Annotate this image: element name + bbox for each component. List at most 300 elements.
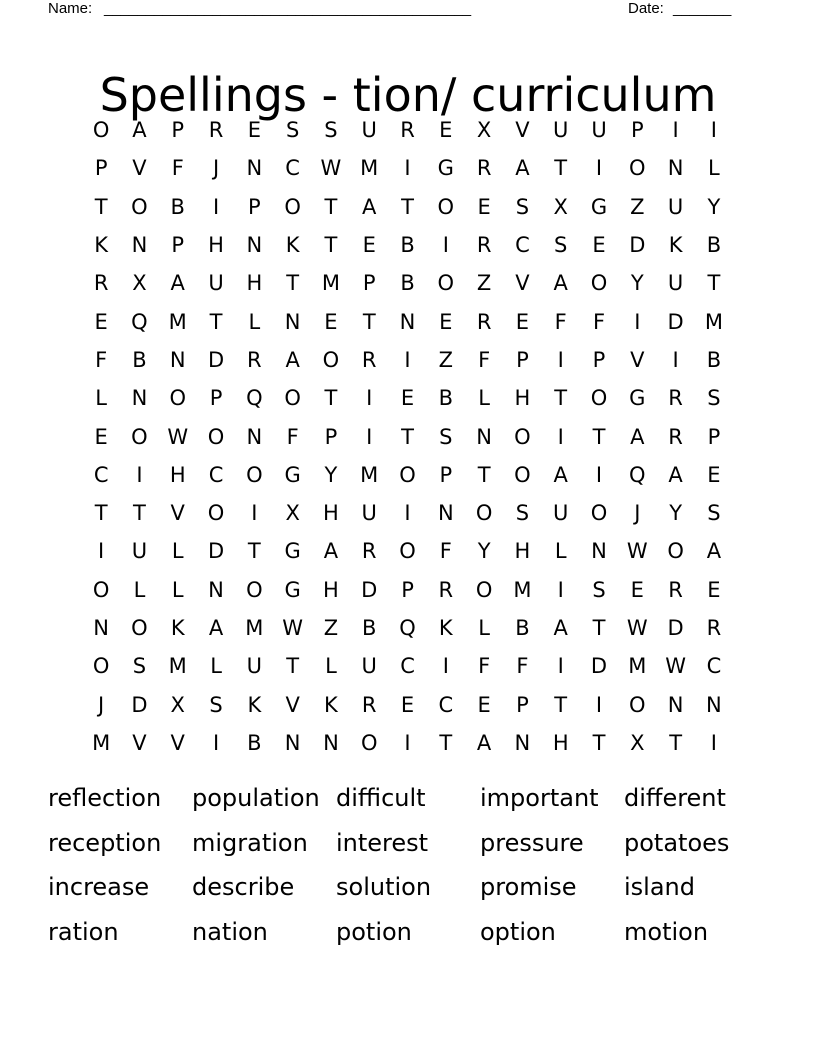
- grid-letter[interactable]: S: [707, 386, 721, 411]
- grid-letter[interactable]: H: [552, 730, 569, 755]
- grid-letter[interactable]: Y: [630, 271, 644, 296]
- grid-letter[interactable]: U: [208, 271, 224, 296]
- grid-letter[interactable]: M: [168, 309, 187, 334]
- grid-letter[interactable]: N: [284, 730, 301, 755]
- grid-letter[interactable]: F: [478, 654, 491, 679]
- grid-letter[interactable]: O: [207, 424, 225, 449]
- grid-letter[interactable]: S: [515, 194, 530, 219]
- grid-letter[interactable]: K: [94, 233, 109, 258]
- grid-letter[interactable]: L: [95, 386, 107, 411]
- grid-letter[interactable]: E: [400, 386, 415, 411]
- grid-letter[interactable]: O: [590, 271, 608, 296]
- grid-letter[interactable]: M: [321, 271, 340, 296]
- grid-letter[interactable]: X: [553, 194, 568, 219]
- grid-letter[interactable]: P: [592, 347, 606, 372]
- grid-letter[interactable]: A: [706, 539, 722, 564]
- grid-letter[interactable]: X: [170, 692, 185, 717]
- grid-letter[interactable]: I: [634, 309, 641, 334]
- grid-letter[interactable]: T: [439, 730, 453, 755]
- grid-letter[interactable]: V: [515, 118, 530, 143]
- grid-letter[interactable]: C: [706, 654, 722, 679]
- grid-letter[interactable]: M: [628, 654, 647, 679]
- grid-letter[interactable]: R: [438, 577, 454, 602]
- grid-letter[interactable]: N: [284, 309, 301, 334]
- grid-letter[interactable]: S: [439, 424, 453, 449]
- grid-letter[interactable]: D: [667, 309, 684, 334]
- grid-letter[interactable]: N: [131, 233, 148, 258]
- grid-letter[interactable]: T: [286, 271, 300, 296]
- grid-letter[interactable]: P: [248, 194, 261, 219]
- grid-letter[interactable]: G: [284, 577, 301, 602]
- word-list-item: increase: [48, 873, 150, 902]
- grid-letter[interactable]: S: [324, 118, 338, 143]
- grid-letter[interactable]: R: [668, 386, 683, 411]
- grid-letter[interactable]: O: [131, 616, 148, 640]
- grid-letter[interactable]: B: [400, 233, 415, 258]
- grid-letter[interactable]: A: [668, 462, 683, 487]
- grid-letter[interactable]: V: [170, 501, 185, 526]
- grid-letter[interactable]: N: [93, 616, 109, 640]
- grid-letter[interactable]: O: [629, 156, 646, 181]
- grid-letter[interactable]: I: [595, 692, 603, 717]
- grid-letter[interactable]: N: [208, 577, 224, 602]
- grid-letter[interactable]: B: [515, 616, 530, 640]
- grid-letter[interactable]: P: [209, 386, 223, 411]
- grid-letter[interactable]: E: [94, 309, 108, 334]
- grid-letter[interactable]: V: [515, 271, 530, 296]
- grid-letter[interactable]: U: [361, 654, 377, 679]
- grid-letter[interactable]: R: [400, 118, 415, 143]
- grid-letter[interactable]: G: [437, 156, 454, 181]
- grid-letter[interactable]: N: [246, 424, 263, 449]
- grid-letter[interactable]: W: [282, 616, 304, 640]
- grid-letter[interactable]: Z: [630, 194, 645, 219]
- grid-letter[interactable]: I: [404, 156, 411, 181]
- grid-letter[interactable]: H: [169, 462, 186, 487]
- grid-letter[interactable]: P: [94, 156, 108, 181]
- grid-letter[interactable]: I: [557, 347, 564, 372]
- grid-letter[interactable]: U: [553, 501, 569, 526]
- grid-letter[interactable]: R: [361, 347, 377, 372]
- grid-letter[interactable]: N: [667, 156, 684, 181]
- grid-letter[interactable]: T: [209, 309, 223, 334]
- grid-letter[interactable]: O: [169, 386, 186, 411]
- grid-letter[interactable]: M: [513, 577, 532, 602]
- grid-letter[interactable]: T: [477, 462, 491, 487]
- letter-grid: [82, 111, 733, 762]
- grid-letter[interactable]: P: [630, 118, 644, 143]
- grid-letter[interactable]: A: [323, 539, 339, 564]
- grid-letter[interactable]: C: [285, 156, 300, 181]
- grid-letter[interactable]: D: [590, 654, 608, 679]
- grid-letter[interactable]: G: [284, 462, 301, 487]
- grid-letter[interactable]: P: [439, 462, 453, 487]
- grid-letter[interactable]: X: [285, 501, 300, 526]
- grid-letter[interactable]: K: [438, 616, 453, 640]
- grid-letter[interactable]: N: [131, 386, 148, 411]
- grid-letter[interactable]: O: [437, 271, 455, 296]
- word-list: [48, 778, 768, 957]
- grid-letter[interactable]: T: [592, 424, 606, 449]
- grid-letter[interactable]: O: [514, 462, 531, 487]
- grid-letter[interactable]: E: [400, 692, 415, 717]
- grid-letter[interactable]: R: [476, 156, 492, 181]
- grid-letter[interactable]: N: [399, 309, 416, 334]
- grid-letter[interactable]: E: [477, 194, 491, 219]
- grid-letter[interactable]: H: [323, 501, 339, 526]
- grid-letter[interactable]: A: [362, 194, 377, 219]
- grid-letter[interactable]: A: [132, 118, 147, 143]
- grid-letter[interactable]: A: [170, 271, 185, 296]
- grid-letter[interactable]: P: [171, 118, 185, 143]
- grid-letter[interactable]: T: [592, 730, 606, 755]
- grid-letter[interactable]: T: [707, 271, 721, 296]
- grid-letter[interactable]: H: [323, 577, 339, 602]
- grid-letter[interactable]: O: [284, 194, 301, 219]
- grid-letter[interactable]: C: [93, 462, 109, 487]
- grid-letter[interactable]: M: [168, 654, 187, 679]
- grid-letter[interactable]: N: [323, 730, 339, 755]
- grid-letter[interactable]: T: [324, 386, 338, 411]
- grid-letter[interactable]: A: [515, 156, 530, 181]
- word-list-item: promise: [480, 873, 577, 902]
- grid-letter[interactable]: B: [132, 347, 147, 372]
- grid-letter[interactable]: Q: [629, 462, 646, 487]
- grid-letter[interactable]: H: [514, 539, 531, 564]
- grid-letter[interactable]: K: [324, 692, 338, 717]
- grid-letter[interactable]: S: [592, 577, 606, 602]
- grid-letter[interactable]: U: [553, 118, 569, 143]
- grid-letter[interactable]: K: [285, 233, 300, 258]
- grid-letter[interactable]: A: [208, 616, 224, 640]
- word-list-item: different: [624, 784, 726, 812]
- grid-letter[interactable]: P: [362, 271, 376, 296]
- grid-letter[interactable]: L: [133, 577, 146, 602]
- grid-letter[interactable]: I: [212, 194, 220, 219]
- grid-letter[interactable]: C: [208, 462, 224, 487]
- grid-letter[interactable]: E: [707, 577, 721, 602]
- grid-letter[interactable]: M: [360, 462, 379, 487]
- grid-letter[interactable]: B: [438, 386, 454, 411]
- grid-letter[interactable]: W: [167, 424, 189, 449]
- grid-letter[interactable]: N: [476, 424, 492, 449]
- grid-letter[interactable]: W: [320, 156, 342, 181]
- grid-letter[interactable]: R: [361, 692, 377, 717]
- grid-letter[interactable]: R: [706, 616, 722, 640]
- grid-letter[interactable]: O: [399, 539, 416, 564]
- grid-letter[interactable]: G: [590, 194, 608, 219]
- grid-letter[interactable]: C: [515, 233, 530, 258]
- name-field[interactable]: ____________________________________________: [104, 0, 472, 17]
- grid-letter[interactable]: D: [207, 347, 225, 372]
- grid-letter[interactable]: I: [595, 156, 603, 181]
- grid-letter[interactable]: D: [629, 233, 646, 258]
- grid-letter[interactable]: I: [366, 424, 373, 449]
- grid-letter[interactable]: D: [131, 692, 148, 717]
- grid-letter[interactable]: Z: [438, 347, 454, 372]
- grid-letter[interactable]: O: [475, 501, 493, 526]
- grid-letter[interactable]: E: [439, 309, 453, 334]
- grid-letter[interactable]: J: [634, 501, 641, 526]
- grid-letter[interactable]: T: [401, 424, 414, 449]
- grid-letter[interactable]: Q: [399, 616, 416, 640]
- grid-letter[interactable]: Y: [669, 501, 683, 526]
- grid-letter[interactable]: A: [553, 271, 568, 296]
- grid-letter[interactable]: I: [710, 730, 717, 755]
- word-list-item: difficult: [336, 784, 426, 812]
- grid-letter[interactable]: U: [591, 118, 607, 143]
- grid-letter[interactable]: N: [591, 539, 607, 564]
- grid-letter[interactable]: O: [590, 501, 608, 526]
- grid-letter[interactable]: U: [667, 271, 684, 296]
- grid-letter[interactable]: X: [476, 118, 492, 143]
- grid-letter[interactable]: P: [324, 424, 338, 449]
- grid-letter[interactable]: F: [516, 654, 529, 679]
- grid-letter[interactable]: Q: [246, 386, 263, 411]
- grid-letter[interactable]: X: [132, 271, 147, 296]
- grid-letter[interactable]: V: [170, 730, 185, 755]
- grid-letter[interactable]: E: [477, 692, 491, 717]
- grid-letter[interactable]: T: [324, 194, 338, 219]
- grid-letter[interactable]: A: [553, 462, 568, 487]
- grid-letter[interactable]: F: [439, 539, 452, 564]
- grid-letter[interactable]: P: [171, 233, 185, 258]
- grid-letter[interactable]: F: [592, 309, 606, 334]
- grid-letter[interactable]: I: [404, 501, 411, 526]
- grid-letter[interactable]: R: [668, 577, 683, 602]
- grid-letter[interactable]: L: [554, 539, 567, 564]
- grid-letter[interactable]: C: [438, 692, 454, 717]
- grid-letter[interactable]: T: [247, 539, 261, 564]
- grid-letter[interactable]: T: [362, 309, 376, 334]
- grid-letter[interactable]: I: [595, 462, 603, 487]
- grid-letter[interactable]: F: [478, 347, 491, 372]
- grid-letter[interactable]: M: [704, 309, 723, 334]
- grid-letter[interactable]: O: [667, 539, 684, 564]
- grid-letter[interactable]: T: [669, 730, 683, 755]
- grid-letter[interactable]: K: [170, 616, 185, 640]
- grid-letter[interactable]: W: [665, 654, 686, 679]
- grid-letter[interactable]: P: [516, 347, 529, 372]
- grid-letter[interactable]: H: [208, 233, 224, 258]
- grid-letter[interactable]: F: [554, 309, 567, 334]
- grid-letter[interactable]: M: [92, 730, 111, 755]
- grid-letter[interactable]: G: [629, 386, 646, 411]
- grid-letter[interactable]: R: [361, 539, 377, 564]
- grid-letter[interactable]: U: [246, 654, 263, 679]
- grid-letter[interactable]: I: [98, 539, 105, 564]
- grid-letter[interactable]: R: [668, 424, 683, 449]
- grid-letter[interactable]: A: [553, 616, 568, 640]
- grid-letter[interactable]: A: [285, 347, 300, 372]
- grid-letter[interactable]: Q: [131, 309, 148, 334]
- grid-letter[interactable]: I: [251, 501, 258, 526]
- grid-letter[interactable]: P: [401, 577, 414, 602]
- grid-letter[interactable]: E: [324, 309, 338, 334]
- grid-letter[interactable]: S: [554, 233, 568, 258]
- grid-letter[interactable]: L: [478, 386, 490, 411]
- grid-letter[interactable]: E: [707, 462, 721, 487]
- grid-letter[interactable]: O: [92, 654, 110, 679]
- grid-letter[interactable]: I: [672, 118, 679, 143]
- grid-letter[interactable]: N: [246, 156, 263, 181]
- grid-letter[interactable]: O: [131, 194, 148, 219]
- grid-letter[interactable]: K: [247, 692, 262, 717]
- grid-letter[interactable]: N: [169, 347, 186, 372]
- grid-letter[interactable]: I: [136, 462, 143, 487]
- grid-letter[interactable]: B: [706, 347, 722, 372]
- grid-letter[interactable]: O: [246, 577, 263, 602]
- grid-letter[interactable]: B: [247, 730, 262, 755]
- grid-letter[interactable]: D: [207, 539, 225, 564]
- grid-letter[interactable]: O: [322, 347, 340, 372]
- grid-letter[interactable]: I: [557, 424, 564, 449]
- grid-letter[interactable]: E: [592, 233, 606, 258]
- grid-letter[interactable]: R: [476, 309, 492, 334]
- grid-letter[interactable]: W: [626, 616, 648, 640]
- grid-letter[interactable]: T: [592, 616, 606, 640]
- grid-letter[interactable]: B: [170, 194, 185, 219]
- grid-letter[interactable]: Y: [707, 194, 721, 219]
- grid-letter[interactable]: D: [361, 577, 378, 602]
- grid-letter[interactable]: S: [209, 692, 223, 717]
- grid-letter[interactable]: I: [366, 386, 373, 411]
- grid-letter[interactable]: P: [707, 424, 721, 449]
- grid-letter[interactable]: K: [668, 233, 683, 258]
- grid-letter[interactable]: A: [476, 730, 492, 755]
- word-list-item: important: [480, 784, 599, 812]
- grid-letter[interactable]: I: [557, 577, 564, 602]
- grid-letter[interactable]: L: [478, 616, 490, 640]
- grid-letter[interactable]: J: [98, 692, 105, 717]
- grid-letter[interactable]: R: [93, 271, 109, 296]
- word-list-item: reception: [48, 828, 162, 857]
- grid-letter[interactable]: P: [516, 692, 529, 717]
- grid-letter[interactable]: R: [208, 118, 224, 143]
- grid-letter[interactable]: J: [212, 156, 220, 181]
- grid-letter[interactable]: L: [210, 654, 222, 679]
- grid-letter[interactable]: Y: [477, 539, 491, 564]
- grid-letter[interactable]: U: [361, 118, 377, 143]
- grid-letter[interactable]: U: [361, 501, 377, 526]
- grid-letter[interactable]: V: [132, 730, 147, 755]
- grid-letter[interactable]: T: [324, 233, 338, 258]
- grid-letter[interactable]: O: [475, 577, 493, 602]
- grid-letter[interactable]: O: [514, 424, 531, 449]
- grid-letter[interactable]: F: [286, 424, 299, 449]
- grid-letter[interactable]: R: [476, 233, 492, 258]
- grid-letter[interactable]: C: [400, 654, 415, 679]
- grid-letter[interactable]: T: [401, 194, 414, 219]
- grid-letter[interactable]: T: [554, 156, 568, 181]
- grid-letter[interactable]: E: [630, 577, 644, 602]
- grid-letter[interactable]: S: [132, 654, 147, 679]
- grid-letter[interactable]: Z: [323, 616, 339, 640]
- grid-letter[interactable]: O: [131, 424, 148, 449]
- grid-letter[interactable]: S: [515, 501, 530, 526]
- grid-letter[interactable]: R: [247, 347, 262, 372]
- name-label: Name:: [48, 0, 93, 17]
- grid-letter[interactable]: S: [707, 501, 721, 526]
- date-field[interactable]: _______: [673, 0, 732, 17]
- grid-letter[interactable]: T: [286, 654, 300, 679]
- grid-letter[interactable]: V: [630, 347, 645, 372]
- grid-letter[interactable]: N: [246, 233, 263, 258]
- grid-letter[interactable]: I: [672, 347, 679, 372]
- grid-letter[interactable]: T: [554, 386, 568, 411]
- grid-letter[interactable]: I: [710, 118, 717, 143]
- grid-letter[interactable]: N: [706, 692, 722, 717]
- grid-letter[interactable]: L: [248, 309, 261, 334]
- grid-letter[interactable]: O: [92, 118, 110, 143]
- grid-letter[interactable]: S: [285, 118, 300, 143]
- grid-letter[interactable]: E: [247, 118, 261, 143]
- grid-letter[interactable]: T: [133, 501, 146, 526]
- grid-letter[interactable]: O: [246, 462, 263, 487]
- grid-letter[interactable]: O: [399, 462, 416, 487]
- grid-letter[interactable]: B: [400, 271, 415, 296]
- grid-letter[interactable]: B: [362, 616, 377, 640]
- grid-letter[interactable]: H: [514, 386, 531, 411]
- grid-letter[interactable]: E: [94, 424, 108, 449]
- grid-letter[interactable]: L: [325, 654, 337, 679]
- grid-letter[interactable]: Y: [324, 462, 338, 487]
- grid-letter[interactable]: Z: [476, 271, 492, 296]
- grid-letter[interactable]: I: [442, 654, 449, 679]
- grid-letter[interactable]: O: [629, 692, 646, 717]
- grid-letter[interactable]: O: [590, 386, 608, 411]
- grid-letter[interactable]: F: [171, 156, 184, 181]
- grid-letter[interactable]: L: [708, 156, 720, 181]
- grid-letter[interactable]: E: [362, 233, 376, 258]
- grid-letter[interactable]: X: [630, 730, 645, 755]
- grid-letter[interactable]: V: [132, 156, 147, 181]
- grid-letter[interactable]: G: [284, 539, 301, 564]
- grid-letter[interactable]: F: [95, 347, 108, 372]
- grid-letter[interactable]: E: [515, 309, 530, 334]
- grid-letter[interactable]: O: [360, 730, 378, 755]
- grid-letter[interactable]: O: [284, 386, 301, 411]
- grid-letter[interactable]: U: [131, 539, 148, 564]
- grid-letter[interactable]: O: [92, 577, 110, 602]
- grid-letter[interactable]: T: [554, 692, 568, 717]
- grid-letter[interactable]: D: [667, 616, 684, 640]
- grid-letter[interactable]: V: [285, 692, 300, 717]
- grid-letter[interactable]: E: [439, 118, 453, 143]
- grid-letter[interactable]: I: [442, 233, 449, 258]
- grid-letter[interactable]: L: [171, 577, 184, 602]
- grid-letter[interactable]: M: [360, 156, 379, 181]
- grid-letter[interactable]: A: [630, 424, 645, 449]
- grid-letter[interactable]: O: [207, 501, 225, 526]
- grid-letter[interactable]: N: [667, 692, 684, 717]
- grid-letter[interactable]: I: [404, 347, 411, 372]
- grid-letter[interactable]: N: [437, 501, 454, 526]
- grid-letter[interactable]: T: [94, 194, 108, 219]
- grid-letter[interactable]: L: [171, 539, 184, 564]
- grid-letter[interactable]: U: [667, 194, 684, 219]
- grid-letter[interactable]: O: [437, 194, 455, 219]
- grid-letter[interactable]: I: [557, 654, 564, 679]
- grid-letter[interactable]: I: [404, 730, 411, 755]
- grid-letter[interactable]: B: [706, 233, 722, 258]
- grid-letter[interactable]: T: [94, 501, 108, 526]
- grid-letter[interactable]: W: [626, 539, 648, 564]
- grid-letter[interactable]: H: [246, 271, 263, 296]
- grid-letter[interactable]: I: [212, 730, 220, 755]
- grid-letter[interactable]: N: [514, 730, 531, 755]
- grid-letter[interactable]: M: [245, 616, 264, 640]
